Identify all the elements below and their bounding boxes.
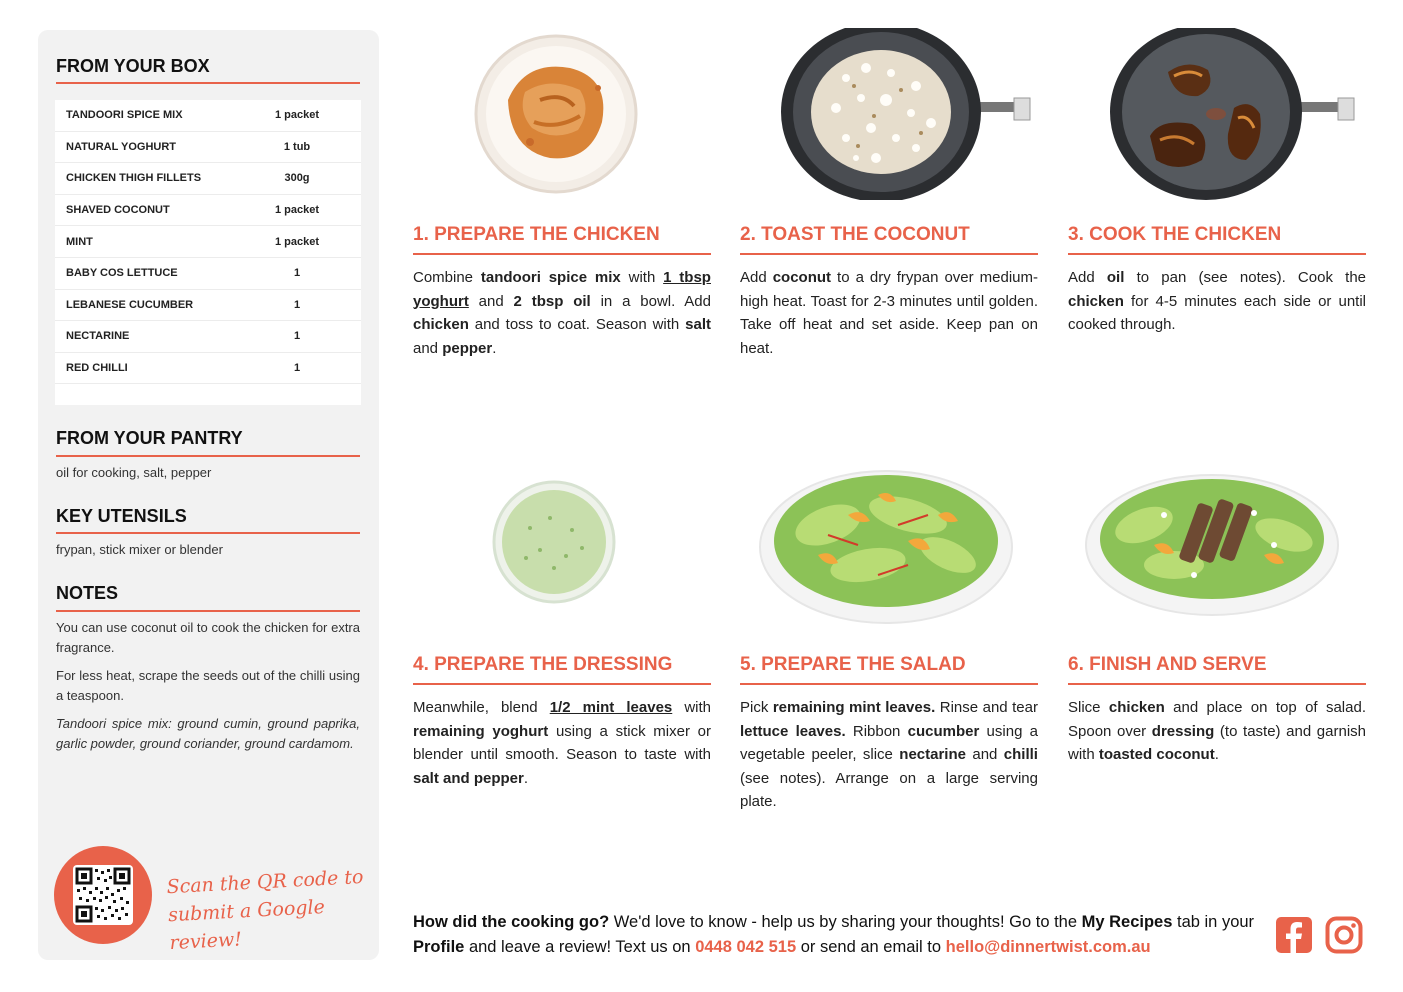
step-5-title: 5. PREPARE THE SALAD <box>740 654 966 675</box>
ingredient-row <box>55 353 361 385</box>
ingredient-qty: 1 <box>293 330 301 343</box>
finished-salad-image <box>1084 455 1340 627</box>
qr-caption-line: submit a Google review! <box>167 896 326 955</box>
body-text: Combine <box>413 269 481 286</box>
ingredient-name: NATURAL YOGHURT <box>66 140 176 153</box>
step-3-body <box>1068 266 1366 337</box>
ingredient-row <box>55 132 361 164</box>
ingredient-name: TANDOORI SPICE MIX <box>66 109 183 122</box>
ingredient-row <box>55 163 361 195</box>
underlined-bold-text: 1 tbsp yoghurt <box>413 269 711 310</box>
box-title: FROM YOUR BOX <box>56 56 210 76</box>
ingredient-name: MINT <box>66 235 93 248</box>
qr-badge[interactable] <box>54 846 152 944</box>
step-1-body <box>413 266 711 360</box>
step-4-body <box>413 696 711 790</box>
body-text: or send an email to <box>796 938 946 956</box>
ingredient-qty: 1 tub <box>283 140 311 153</box>
ingredient-qty: 300g <box>284 172 310 185</box>
qr-caption-line: Scan the QR code to <box>166 865 364 899</box>
step-2-rule <box>740 253 1038 255</box>
bold-text: chicken <box>413 316 469 333</box>
bold-text: tandoori spice mix <box>480 269 621 286</box>
utensils-title-rule <box>56 532 360 534</box>
step-5-body <box>740 696 1038 814</box>
ingredient-row <box>55 258 361 290</box>
pantry-title-rule <box>56 455 360 457</box>
note-item: Tandoori spice mix: ground cumin, ground paprika, garlic powder, ground coriander, ground cardamom. <box>56 716 360 751</box>
ingredient-row <box>55 100 361 132</box>
ingredient-qty: 1 packet <box>274 109 320 122</box>
body-text: Meanwhile, blend <box>413 699 550 716</box>
qr-code-icon[interactable] <box>73 865 133 925</box>
chicken-bowl-image <box>470 30 642 200</box>
ingredient-name: SHAVED COCONUT <box>66 204 170 217</box>
bold-text: chicken <box>1108 699 1165 716</box>
step-2-title: 2. TOAST THE COCONUT <box>740 224 970 245</box>
body-text: Slice <box>1068 699 1109 716</box>
ingredient-row <box>55 195 361 227</box>
coconut-pan-image <box>776 28 1032 200</box>
body-text: . <box>1214 746 1219 763</box>
bold-text: 2 tbsp oil <box>513 292 591 310</box>
body-text: to a dry frypan over medium-high heat. Toast for 2-3 minutes until golden. Take off heat and set aside. Keep pan on heat. <box>740 269 1038 357</box>
ingredient-name: CHICKEN THIGH FILLETS <box>66 172 202 185</box>
step-3-rule <box>1068 253 1366 255</box>
step-3-title: 3. COOK THE CHICKEN <box>1068 224 1282 245</box>
chicken-pan-image <box>1108 28 1358 200</box>
bold-text: chilli <box>1003 746 1038 763</box>
step-5-rule <box>740 683 1038 685</box>
utensils-text: frypan, stick mixer or blender <box>56 542 223 557</box>
step-1-rule <box>413 253 711 255</box>
highlight-link[interactable]: hello@dinnertwist.com.au <box>945 938 1151 956</box>
body-text: to pan (see notes). Cook the <box>1124 269 1366 286</box>
body-text: using a stick mixer or blender until smooth. Season to taste with <box>413 722 711 763</box>
ingredient-row <box>55 321 361 353</box>
bold-text: How did the cooking go? <box>413 913 610 931</box>
bold-text: lettuce leaves. <box>740 722 846 740</box>
notes-body <box>56 618 360 762</box>
body-text: . <box>523 769 529 787</box>
note-item: For less heat, scrape the seeds out of the chilli using a teaspoon. <box>56 668 360 703</box>
bold-text: Profile <box>413 938 465 956</box>
bold-text: remaining yoghurt <box>413 722 549 740</box>
bold-text: My Recipes <box>1081 913 1173 931</box>
highlight-link[interactable]: 0448 042 515 <box>695 938 797 956</box>
bold-text: remaining mint leaves. <box>772 699 936 716</box>
body-text: in a bowl. Add <box>590 292 711 310</box>
step-6-body <box>1068 696 1366 767</box>
body-text: (to taste) and garnish with <box>1068 722 1366 763</box>
body-text: and <box>468 292 514 310</box>
footer-review-text <box>413 910 1263 960</box>
salad-plate-image <box>758 455 1014 627</box>
instagram-icon[interactable] <box>1325 916 1363 954</box>
step-1-title: 1. PREPARE THE CHICKEN <box>413 224 660 245</box>
body-text: Pick <box>740 699 773 716</box>
bold-text: salt and pepper <box>413 769 524 787</box>
facebook-icon[interactable] <box>1275 916 1313 954</box>
bold-text: toasted coconut <box>1098 746 1215 763</box>
ingredient-row <box>55 290 361 322</box>
body-text: Ribbon <box>845 722 908 740</box>
utensils-title: KEY UTENSILS <box>56 506 187 526</box>
ingredients-table <box>55 100 361 405</box>
step-6-title: 6. FINISH AND SERVE <box>1068 654 1267 675</box>
ingredient-qty: 1 packet <box>274 235 320 248</box>
note-item: You can use coconut oil to cook the chicken for extra fragrance. <box>56 620 360 655</box>
body-text: We'd love to know - help us by sharing your thoughts! Go to the <box>609 913 1082 931</box>
step-2-body <box>740 266 1038 360</box>
pantry-title: FROM YOUR PANTRY <box>56 428 243 448</box>
body-text: and place on top of salad. Spoon over <box>1068 699 1366 740</box>
pantry-text: oil for cooking, salt, pepper <box>56 465 212 480</box>
body-text: and leave a review! Text us on <box>464 938 696 956</box>
bold-text: nectarine <box>899 746 966 763</box>
ingredient-name: NECTARINE <box>66 330 130 343</box>
box-title-rule <box>56 82 360 84</box>
ingredient-name: BABY COS LETTUCE <box>66 267 178 280</box>
underlined-bold-text: 1/2 mint leaves <box>549 699 673 716</box>
step-6-rule <box>1068 683 1366 685</box>
body-text: (see notes). Arrange on a large serving plate. <box>740 769 1038 810</box>
body-text: for 4-5 minutes each side or until cooked through. <box>1068 292 1366 333</box>
ingredient-qty: 1 packet <box>274 204 320 217</box>
body-text: . <box>492 339 497 357</box>
notes-title: NOTES <box>56 583 119 603</box>
body-text: using a vegetable peeler, slice <box>740 722 1038 763</box>
bold-text: salt <box>685 316 711 333</box>
qr-caption <box>166 863 370 957</box>
bold-text: oil <box>1106 269 1125 286</box>
bold-text: dressing <box>1151 722 1215 740</box>
dressing-bowl-image <box>490 478 618 606</box>
ingredient-qty: 1 <box>293 267 301 280</box>
ingredient-name: RED CHILLI <box>66 362 128 375</box>
body-text: tab in your <box>1172 913 1255 931</box>
body-text: Rinse and tear <box>935 699 1038 716</box>
step-4-rule <box>413 683 711 685</box>
ingredient-row <box>55 226 361 258</box>
notes-title-rule <box>56 610 360 612</box>
step-4-title: 4. PREPARE THE DRESSING <box>413 654 673 675</box>
body-text: and toss to coat. Season with <box>468 316 686 333</box>
sidebar <box>38 30 379 960</box>
body-text: with <box>620 269 664 286</box>
ingredient-qty: 1 <box>293 362 301 375</box>
bold-text: coconut <box>772 269 832 286</box>
bold-text: chicken <box>1068 292 1124 310</box>
body-text: Add <box>1068 269 1107 286</box>
ingredient-qty: 1 <box>293 298 301 311</box>
bold-text: pepper <box>442 339 493 357</box>
body-text: and <box>413 339 443 357</box>
ingredient-name: LEBANESE CUCUMBER <box>66 298 194 311</box>
body-text: with <box>672 699 711 716</box>
body-text: Add <box>740 269 773 286</box>
bold-text: cucumber <box>907 722 980 740</box>
body-text: and <box>965 746 1004 763</box>
